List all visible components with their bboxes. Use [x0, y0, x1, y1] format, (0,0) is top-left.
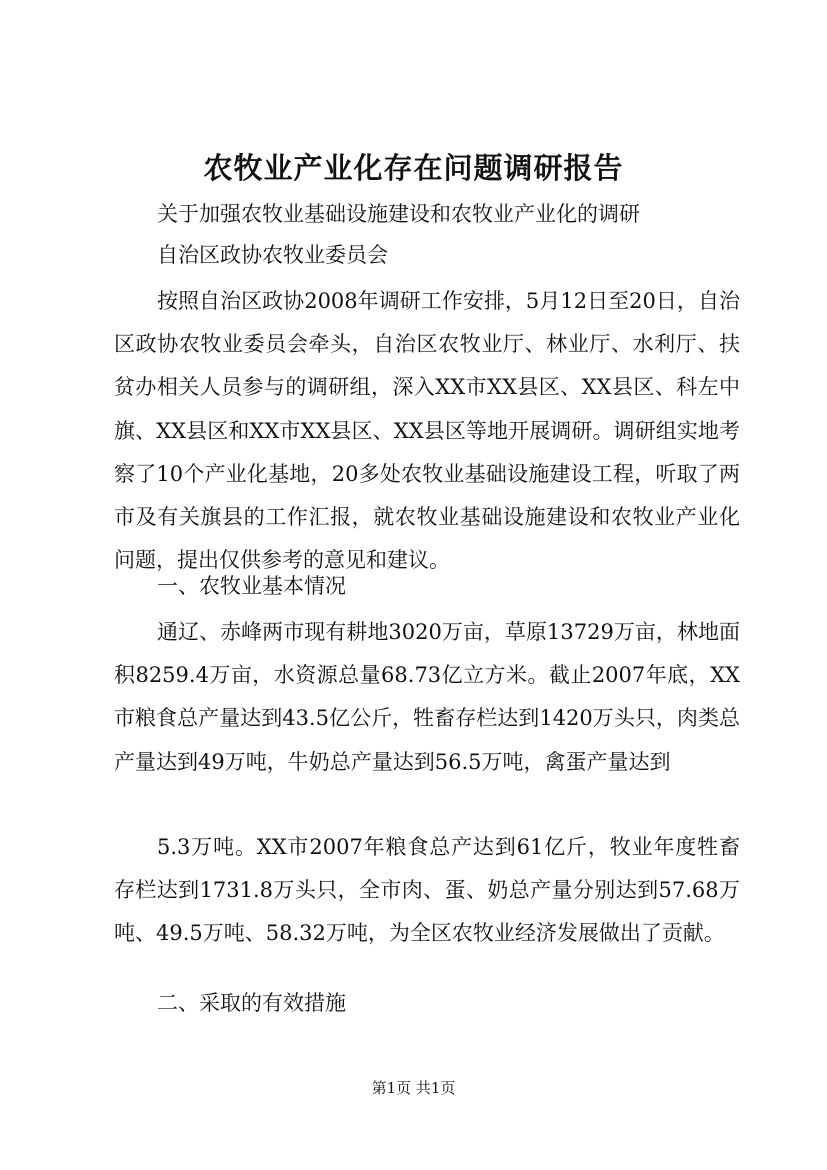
paragraph-intro: 按照自治区政协2008年调研工作安排，5月12日至20日，自治区政协农牧业委员会牵头，自治区农牧业厅、林业厅、水利厅、扶贫办相关人员参与的调研组，深入XX市XX县区、XX县区、科左中旗、XX县区和XX市XX县区、XX县区等地开展调研。调研组实地考察了10个产业化基地，20多处农牧业基础设施建设工程，听取了两市及有关旗县的工作汇报，就农牧业基础设施建设和农牧业产业化问题，提出仅供参考的意见和建议。: [114, 289, 740, 573]
document-author: 自治区政协农牧业委员会: [157, 243, 388, 267]
paragraph-basic-situation: 通辽、赤峰两市现有耕地3020万亩，草原13729万亩，林地面积8259.4万亩，水资源总量68.73亿立方米。截止2007年底，XX市粮食总产量达到43.5亿公斤，牲畜存栏达到1420万头只，肉类总产量达到49万吨，牛奶总产量达到56.5万吨，禽蛋产量达到: [114, 620, 740, 774]
section-heading-effective-measures: 二、采取的有效措施: [157, 991, 346, 1015]
page-number: 第1页 共1页: [371, 1079, 456, 1097]
section-heading-basic-situation: 一、农牧业基本情况: [157, 574, 346, 598]
paragraph-production-figures: 5.3万吨。XX市2007年粮食总产达到61亿斤，牧业年度牲畜存栏达到1731.8万头只，全市肉、蛋、奶总产量分别达到57.68万吨、49.5万吨、58.32万吨，为全区农牧业经济发展做出了贡献。: [114, 835, 740, 946]
document-subtitle: 关于加强农牧业基础设施建设和农牧业产业化的调研: [157, 202, 640, 226]
document-title: 农牧业产业化存在问题调研报告: [203, 151, 624, 185]
